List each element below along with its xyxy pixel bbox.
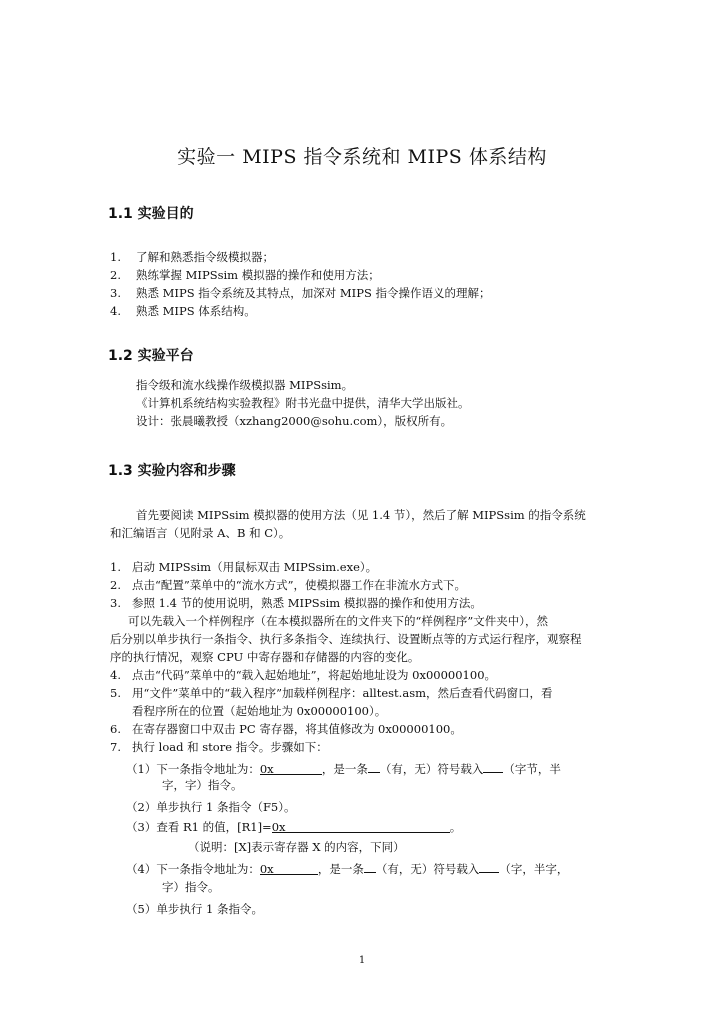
paragraph-line: 可以先载入一个样例程序（在本模拟器所在的文件夹下的“样例程序”文件夹中），然 bbox=[128, 614, 549, 628]
answer-blank[interactable] bbox=[483, 760, 503, 773]
list-number: 4. bbox=[110, 304, 121, 318]
step-number: 2. bbox=[110, 578, 121, 592]
answer-blank[interactable]: 0x bbox=[260, 762, 322, 775]
section-heading-1-1: 1.1 实验目的 bbox=[108, 206, 194, 222]
step-number: 3. bbox=[110, 596, 121, 610]
step-text: 点击“代码”菜单中的“载入起始地址”，将起始地址设为 0x00000100。 bbox=[132, 668, 497, 682]
platform-line: 设计：张晨曦教授（xzhang2000@sohu.com），版权所有。 bbox=[136, 414, 453, 428]
substep-1: （1）下一条指令地址为：0x ，是一条 （有，无）符号载入 （字节，半 bbox=[126, 762, 561, 776]
list-item: 熟悉 MIPS 体系结构。 bbox=[136, 304, 256, 318]
substep-4: （4）下一条指令地址为：0x ，是一条 （有，无）符号载入 （字，半字， bbox=[126, 862, 569, 876]
list-item: 了解和熟悉指令级模拟器； bbox=[136, 250, 274, 264]
platform-line: 《计算机系统结构实验教程》附书光盘中提供，清华大学出版社。 bbox=[136, 396, 470, 410]
list-item: 熟悉 MIPS 指令系统及其特点，加深对 MIPS 指令操作语义的理解； bbox=[136, 286, 491, 300]
step-text: 用“文件”菜单中的“载入程序”加载样例程序：alltest.asm，然后查看代码窗口，看 bbox=[132, 686, 553, 700]
step-text: 参照 1.4 节的使用说明，熟悉 MIPSsim 模拟器的操作和使用方法。 bbox=[132, 596, 482, 610]
intro-line: 首先要阅读 MIPSsim 模拟器的使用方法（见 1.4 节），然后了解 MIPSsim 的指令系统 bbox=[136, 508, 586, 522]
paragraph-line: 序的执行情况，观察 CPU 中寄存器和存储器的内容的变化。 bbox=[110, 650, 420, 664]
step-number: 6. bbox=[110, 722, 121, 736]
list-item: 熟练掌握 MIPSsim 模拟器的操作和使用方法； bbox=[136, 268, 380, 282]
substep-5: （5）单步执行 1 条指令。 bbox=[126, 902, 263, 916]
step-number: 7. bbox=[110, 740, 121, 754]
step-number: 4. bbox=[110, 668, 121, 682]
paragraph-line: 后分别以单步执行一条指令、执行多条指令、连续执行、设置断点等的方式运行程序，观察程 bbox=[110, 632, 582, 646]
step-text: 执行 load 和 store 指令。步骤如下： bbox=[132, 740, 328, 754]
step-text: 启动 MIPSsim（用鼠标双击 MIPSsim.exe）。 bbox=[132, 560, 378, 574]
platform-line: 指令级和流水线操作级模拟器 MIPSsim。 bbox=[136, 378, 354, 392]
page-number: 1 bbox=[358, 955, 366, 966]
answer-blank[interactable] bbox=[364, 860, 376, 873]
section-heading-1-3: 1.3 实验内容和步骤 bbox=[108, 463, 236, 479]
answer-blank[interactable] bbox=[368, 760, 380, 773]
page-title: 实验一 MIPS 指令系统和 MIPS 体系结构 bbox=[177, 146, 547, 168]
step-text: 点击“配置”菜单中的“流水方式”，使模拟器工作在非流水方式下。 bbox=[132, 578, 467, 592]
list-number: 2. bbox=[110, 268, 121, 282]
note-text: （说明：[X]表示寄存器 X 的内容，下同） bbox=[188, 840, 405, 854]
step-text-continued: 看程序所在的位置（起始地址为 0x00000100）。 bbox=[132, 704, 387, 718]
substep-4-continued: 字）指令。 bbox=[162, 880, 220, 894]
step-number: 5. bbox=[110, 686, 121, 700]
intro-line: 和汇编语言（见附录 A、B 和 C）。 bbox=[110, 526, 291, 540]
substep-1-continued: 字，字）指令。 bbox=[162, 778, 243, 792]
section-heading-1-2: 1.2 实验平台 bbox=[108, 348, 194, 364]
list-number: 1. bbox=[110, 250, 121, 264]
list-number: 3. bbox=[110, 286, 121, 300]
answer-blank[interactable]: 0x bbox=[260, 862, 318, 875]
answer-blank[interactable] bbox=[479, 860, 499, 873]
step-text: 在寄存器窗口中双击 PC 寄存器，将其值修改为 0x00000100。 bbox=[132, 722, 462, 736]
substep-2: （2）单步执行 1 条指令（F5）。 bbox=[126, 800, 296, 814]
answer-blank[interactable]: 0x bbox=[272, 820, 450, 833]
step-number: 1. bbox=[110, 560, 121, 574]
substep-3: （3）查看 R1 的值，[R1]=0x 。 bbox=[126, 820, 462, 834]
